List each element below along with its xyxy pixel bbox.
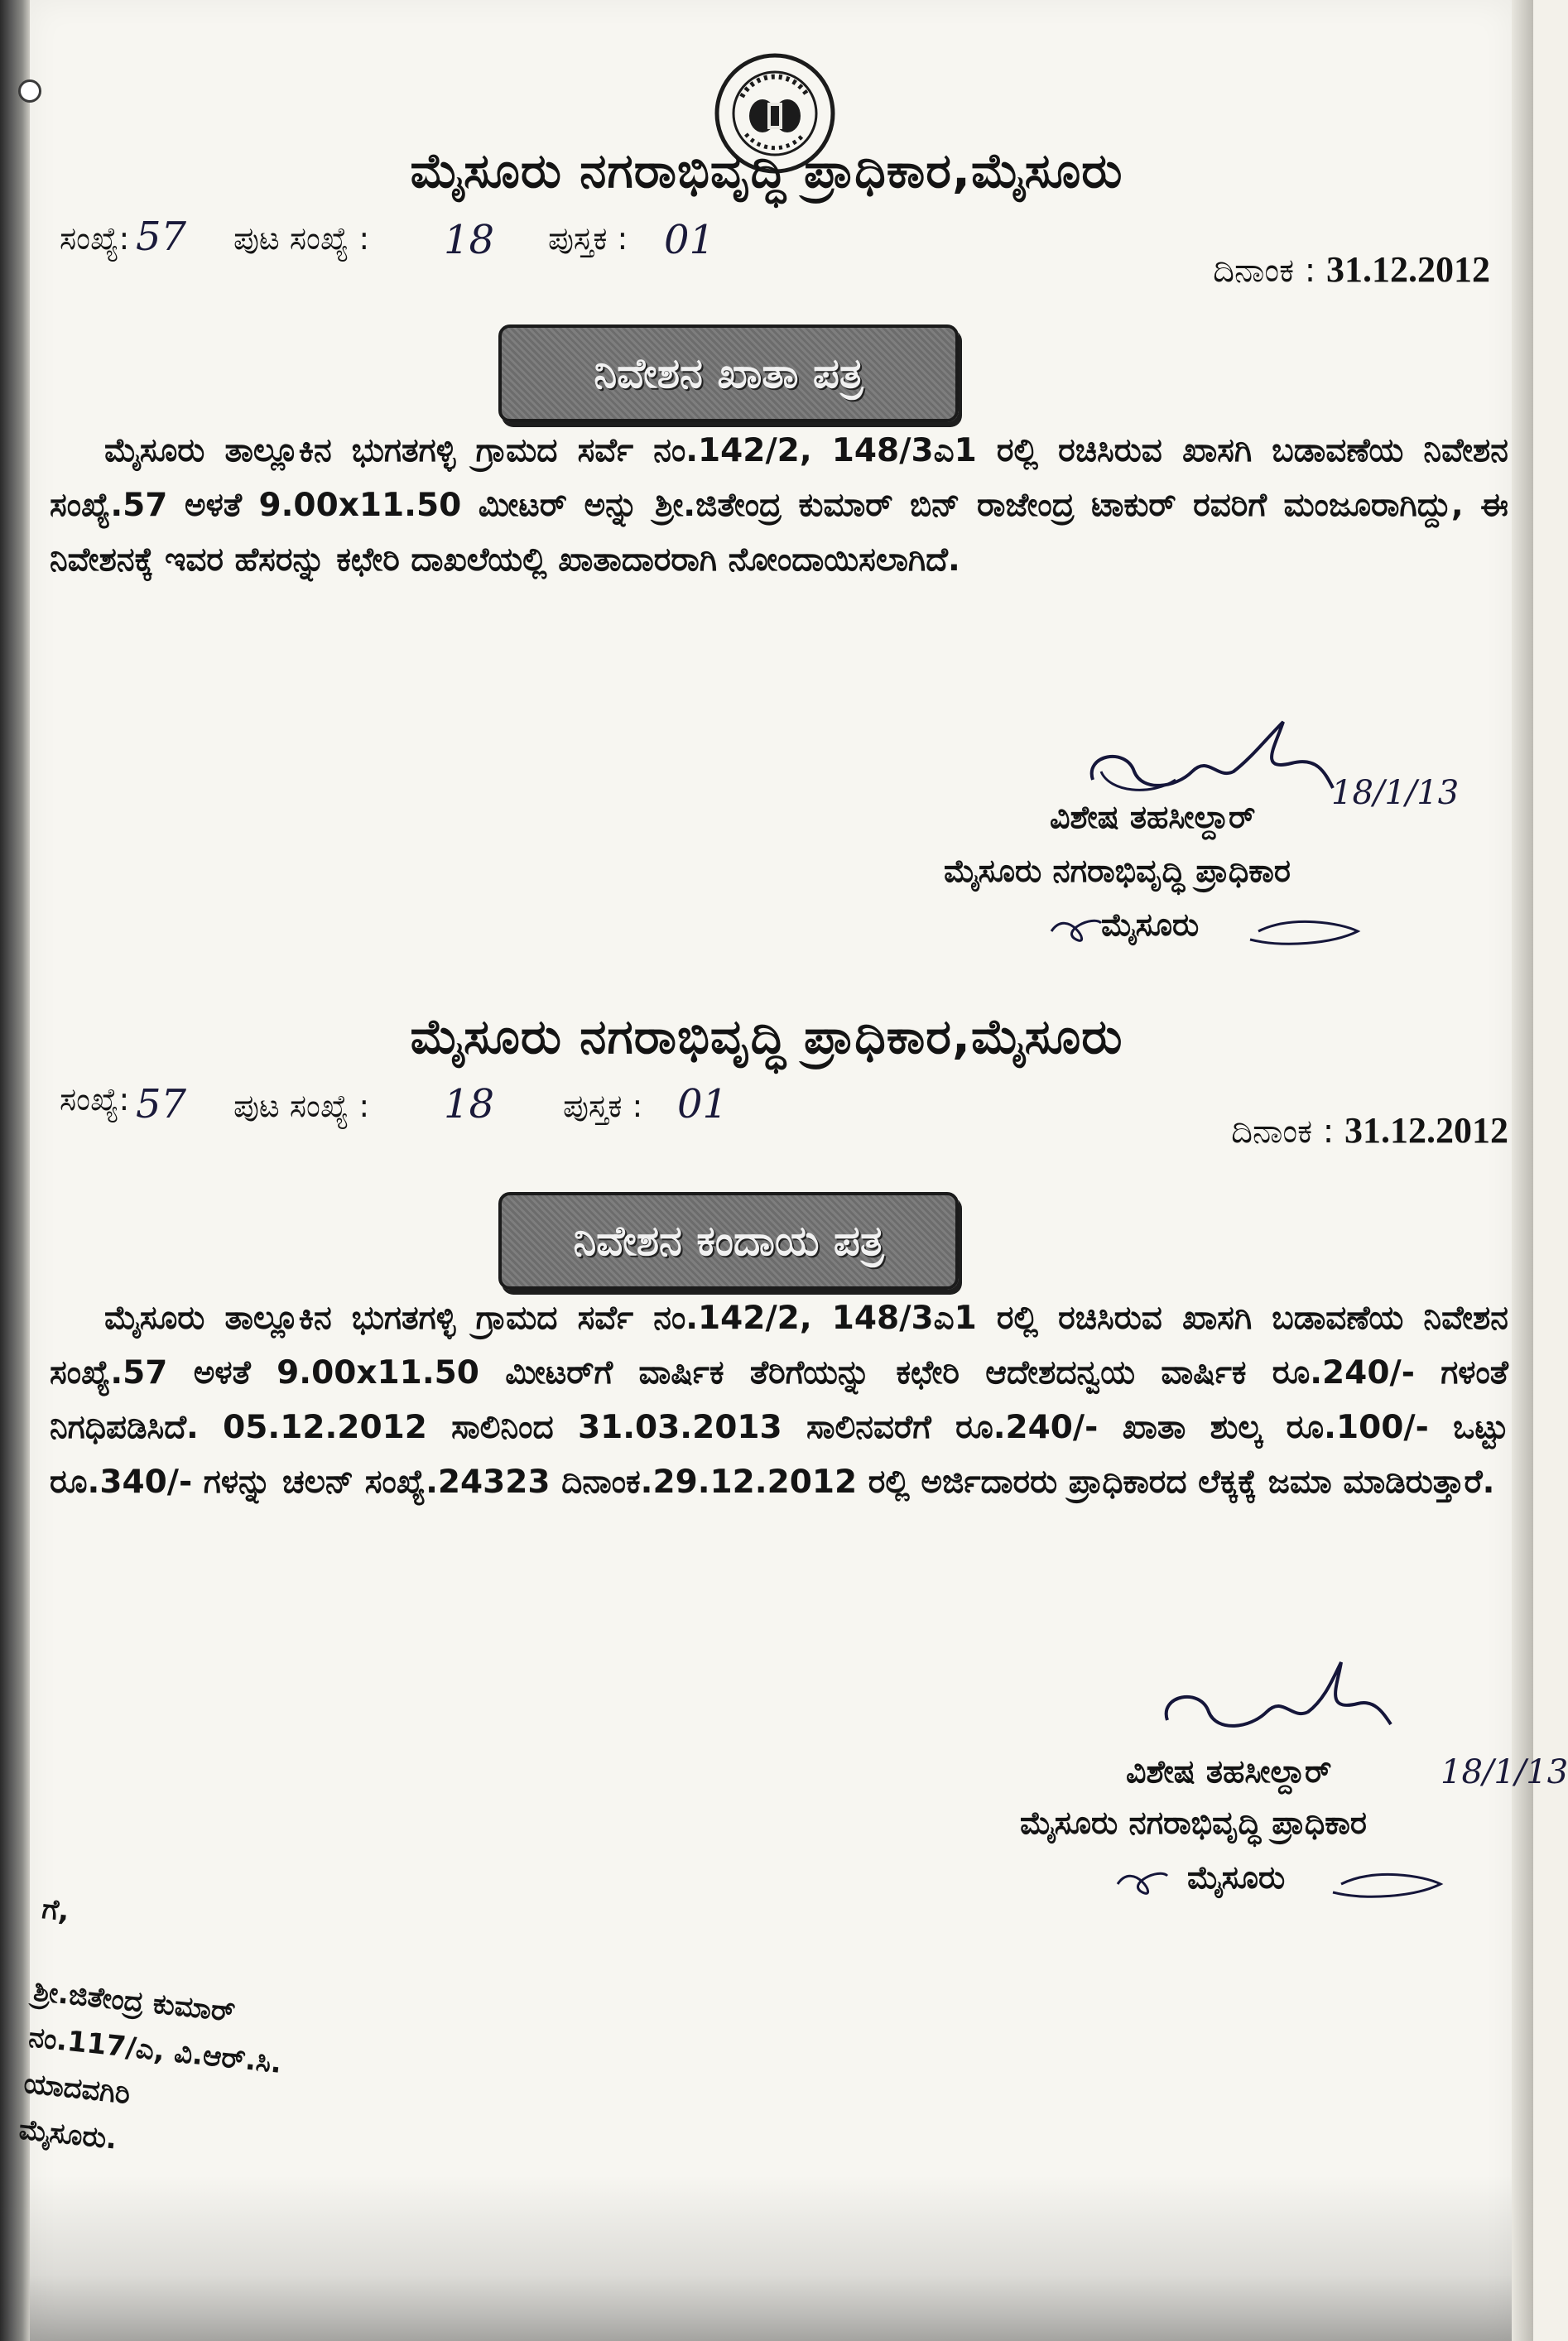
body-paragraph: ಮೈಸೂರು ತಾಲ್ಲೂಕಿನ ಭುಗತಗಳ್ಳಿ ಗ್ರಾಮದ ಸರ್ವೆ ನಂ.142/2, 148/3ಎ1 ರಲ್ಲಿ ರಚಿಸಿರುವ ಖಾಸಗಿ ಬಡಾವಣೆಯ ನಿವೇಶನ ಸಂಖ್ಯೆ.57 ಅಳತೆ 9.00x11.50 ಮೀಟರ್‌ಗೆ ವಾರ್ಷಿಕ ತೆರಿಗೆಯನ್ನು ಕಛೇರಿ ಆದೇಶದನ್ವಯ ವಾರ್ಷಿಕ ರೂ.240/- ಗಳಂತೆ ನಿಗಧಿಪಡಿಸಿದೆ. 05.12.2012 ಸಾಲಿನಿಂದ 31.03.2013 ಸಾಲಿನವರೆಗೆ ರೂ.240/- ಖಾತಾ ಶುಲ್ಕ ರೂ.100/- ಒಟ್ಟು ರೂ.340/- ಗಳನ್ನು ಚಲನ್ ಸಂಖ್ಯೆ.24323 ದಿನಾಂಕ.29.12.2012 ರಲ್ಲಿ ಅರ್ಜಿದಾರರು ಪ್ರಾಧಿಕಾರದ ಲೆಕ್ಕಕ್ಕೆ ಜಮಾ ಮಾಡಿರುತ್ತಾರೆ.	[50, 1300, 1508, 1501]
pustaka-value: 01	[664, 217, 715, 263]
sankhye-value: 57	[136, 1081, 187, 1127]
puta-label: ಪುಟ ಸಂಖ್ಯೆ :	[233, 1088, 370, 1124]
signer-city: ಮೈಸೂರು	[1101, 906, 1200, 943]
initials-mark-icon	[1109, 1851, 1457, 1909]
date-value: 31.12.2012	[1344, 1110, 1508, 1151]
page-title: ಮೈಸೂರು ನಗರಾಭಿವೃದ್ಧಿ ಪ್ರಾಧಿಕಾರ,ಮೈಸೂರು	[410, 1008, 1123, 1065]
recipient-name: ಶ್ರೀ.ಜಿತೇಂದ್ರ ಕುಮಾರ್	[31, 1974, 238, 2029]
date-label: ದಿನಾಂಕ :	[1231, 1113, 1335, 1151]
page-shadow	[30, 2175, 1512, 2341]
book-binding	[0, 0, 31, 2341]
pustaka-label: ಪುಸ್ತಕ :	[548, 220, 628, 257]
puta-value: 18	[444, 217, 495, 263]
body-paragraph: ಮೈಸೂರು ತಾಲ್ಲೂಕಿನ ಭುಗತಗಳ್ಳಿ ಗ್ರಾಮದ ಸರ್ವೆ ನಂ.142/2, 148/3ಎ1 ರಲ್ಲಿ ರಚಿಸಿರುವ ಖಾಸಗಿ ಬಡಾವಣೆಯ ನಿವೇಶನ ಸಂಖ್ಯೆ.57 ಅಳತೆ 9.00x11.50 ಮೀಟರ್ ಅನ್ನು ಶ್ರೀ.ಜಿತೇಂದ್ರ ಕುಮಾರ್ ಬಿನ್ ರಾಜೇಂದ್ರ ಟಾಕುರ್ ರವರಿಗೆ ಮಂಜೂರಾಗಿದ್ದು, ಈ ನಿವೇಶನಕ್ಕೆ ಇವರ ಹೆಸರನ್ನು ಕಛೇರಿ ದಾಖಲೆಯಲ್ಲಿ ಖಾತಾದಾರರಾಗಿ ನೋಂದಾಯಿಸಲಾಗಿದೆ.	[50, 432, 1508, 579]
sankhye-value: 57	[136, 214, 187, 260]
signer-organization: ಮೈಸೂರು ನಗರಾಭಿವೃದ್ಧಿ ಪ್ರಾಧಿಕಾರ	[944, 853, 1291, 889]
initials-mark-icon	[1043, 898, 1374, 956]
pustaka-value: 01	[677, 1081, 729, 1127]
sankhye-label: ಸಂಖ್ಯೆ:	[60, 220, 130, 257]
pustaka-label: ಪುಸ್ತಕ :	[563, 1088, 643, 1124]
date-label: ದಿನಾಂಕ :	[1213, 252, 1316, 290]
date-field	[1231, 1109, 1508, 1151]
page-edge	[1512, 0, 1533, 2341]
recipient-line: ಯಾದವಗಿರಿ	[22, 2066, 132, 2112]
recipient-to: ಗೆ,	[40, 1892, 71, 1929]
recipient-line: ನಂ.117/ಎ, ವಿ.ಆರ್.ಸಿ.	[26, 2021, 284, 2080]
punch-hole	[18, 79, 41, 103]
signer-city: ಮೈಸೂರು	[1187, 1859, 1286, 1896]
banner-title: ನಿವೇಶನ ಕಂದಾಯ ಪತ್ರ	[498, 1192, 959, 1290]
puta-label: ಪುಟ ಸಂಖ್ಯೆ :	[233, 220, 370, 257]
page-title: ಮೈಸೂರು ನಗರಾಭಿವೃದ್ಧಿ ಪ್ರಾಧಿಕಾರ,ಮೈಸೂರು	[410, 142, 1123, 199]
signer-organization: ಮೈಸೂರು ನಗರಾಭಿವೃದ್ಧಿ ಪ್ರಾಧಿಕಾರ	[1020, 1805, 1367, 1841]
signature-date: 18/1/13	[1331, 774, 1460, 812]
signature-icon	[1151, 1654, 1399, 1762]
signer-title: ವಿಶೇಷ ತಹಸೀಲ್ದಾರ್	[1050, 799, 1256, 835]
recipient-address	[17, 1886, 297, 2179]
signer-title: ವಿಶೇಷ ತಹಸೀಲ್ದಾರ್	[1126, 1753, 1332, 1790]
recipient-line: ಮೈಸೂರು.	[17, 2113, 119, 2156]
date-value: 31.12.2012	[1326, 249, 1490, 290]
sankhye-label: ಸಂಖ್ಯೆ:	[60, 1081, 130, 1118]
signature-date: 18/1/13	[1441, 1753, 1568, 1791]
date-field	[1213, 248, 1490, 291]
banner-title: ನಿವೇಶನ ಖಾತಾ ಪತ್ರ	[498, 324, 959, 422]
puta-value: 18	[444, 1081, 495, 1127]
